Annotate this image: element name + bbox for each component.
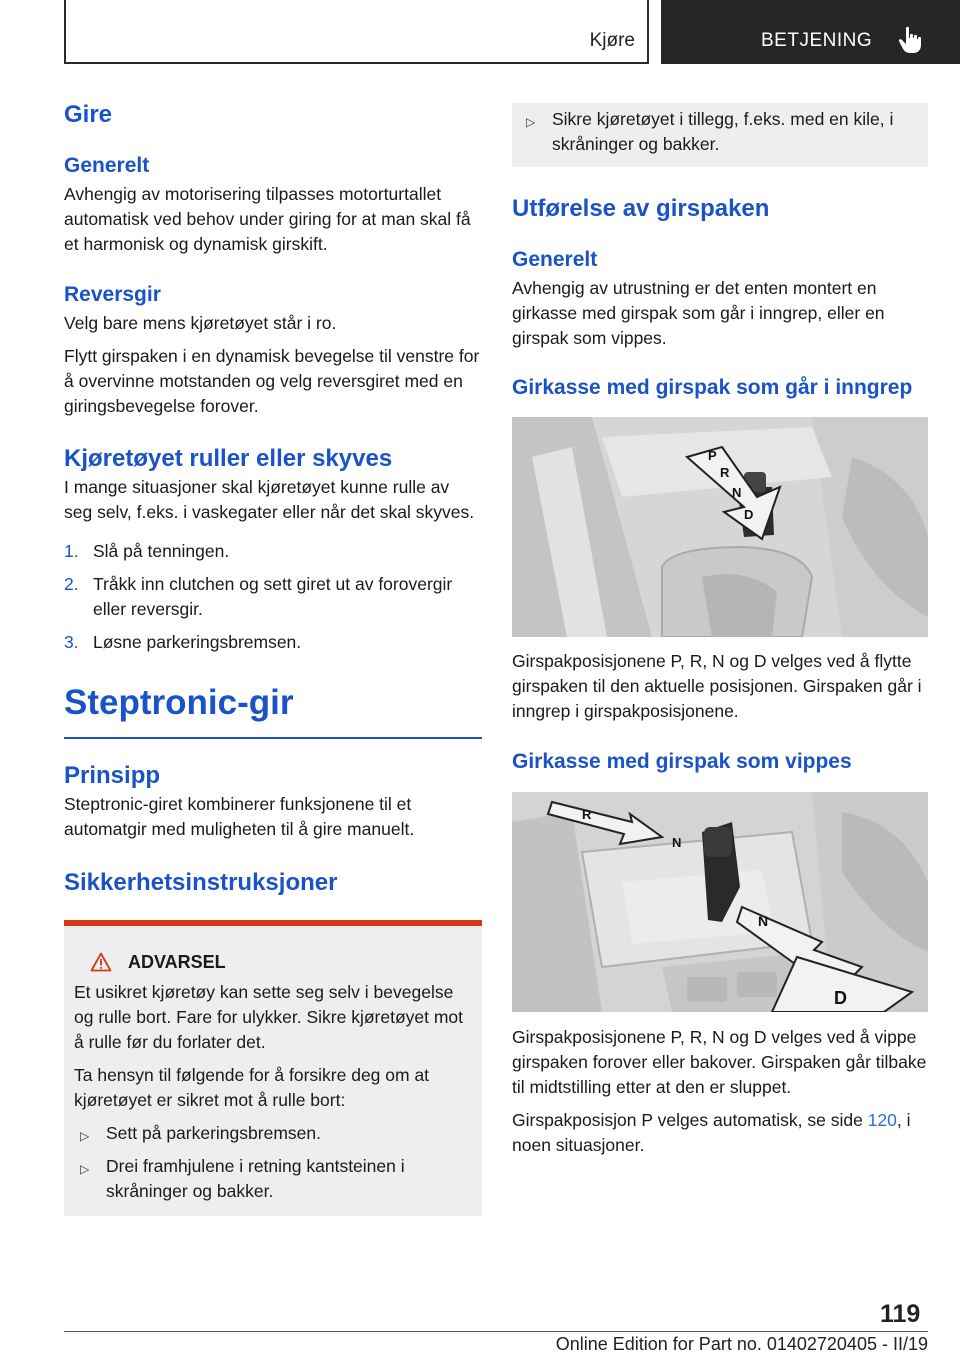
heading-prinsipp: Prinsipp <box>64 762 161 789</box>
paragraph-prinsipp: Steptronic-giret kombinerer funksjonene til et automatgir med muligheten til å gire manuelt. <box>64 794 415 839</box>
left-column <box>64 100 482 1216</box>
auto-p-text: Girspakposisjon P velges automatisk, se side <box>512 1110 868 1130</box>
footer-rule <box>64 1331 928 1332</box>
step-text: Slå på tenningen. <box>93 541 230 561</box>
paragraph-reversgir-2: Flytt girspaken i en dynamisk bevegelse til venstre for å overvinne motstanden og velg reversgiret med en giringsbevegelse forover. <box>64 346 480 416</box>
gear-lever-inngrep-image <box>512 417 928 637</box>
paragraph-generelt-2: Avhengig av utrustning er det enten montert en girkasse med girspak som går i inngrep, eller en girspak som vippes. <box>512 278 885 348</box>
right-column <box>512 103 928 1158</box>
step-number: 2. <box>64 574 79 594</box>
warning-box <box>64 920 482 1216</box>
warning-paragraph-1: Et usikret kjøretøy kan sette seg selv i bevegelse og rulle bort. Fare for ulykker. Sikre kjøretøyet mot å rulle før du forlater det. <box>74 982 464 1052</box>
gear-label-n-upper: N <box>672 835 682 850</box>
bullet-triangle-icon: ▷ <box>80 1129 90 1143</box>
paragraph-vippes: Girspakposisjonene P, R, N og D velges ved å vippe girspaken forover eller bakover. Girspaken går tilbake til midtstilling etter at den er sluppet. <box>512 1027 927 1097</box>
warning-paragraph-2: Ta hensyn til følgende for å forsikre deg om at kjøretøyet er sikret mot å rulle bort: <box>74 1065 430 1110</box>
list-item <box>64 572 482 622</box>
paragraph-generelt: Avhengig av motorisering tilpasses motorturtallet automatisk ved behov under giring for at man skal få et harmonisk og dynamisk girskift. <box>64 184 471 254</box>
list-item <box>64 539 482 564</box>
warning-bullets <box>74 1121 472 1204</box>
list-item <box>74 1121 472 1146</box>
page-number: 119 <box>880 1300 921 1328</box>
auto-p-text-end: , i noen situasjoner. <box>512 1110 911 1155</box>
paragraph-ruller: I mange situasjoner skal kjøretøyet kunne rulle av seg selv, f.eks. i vaskegater eller når det skal skyves. <box>64 477 475 522</box>
paragraph-inngrep: Girspakposisjonene P, R, N og D velges ved å flytte girspaken til den aktuelle posisjonen. Girspaken går i inngrep i girspakposisjonene. <box>512 651 922 721</box>
list-item <box>64 630 482 655</box>
heading-ruller: Kjøretøyet ruller eller skyves <box>64 445 393 472</box>
gear-label-r: R <box>582 807 592 822</box>
warning-box-continued <box>512 103 928 167</box>
heading-gire: Gire <box>64 101 113 128</box>
heading-reversgir: Reversgir <box>64 283 161 306</box>
list-item <box>520 107 920 157</box>
header-chapter-title: BETJENING <box>761 30 873 51</box>
bullet-text: Sett på parkeringsbremsen. <box>106 1123 321 1143</box>
heading-rule <box>64 737 482 739</box>
gear-label-n: N <box>732 485 742 500</box>
gear-lever-vippes-image <box>512 792 928 1012</box>
heading-generelt: Generelt <box>64 154 150 177</box>
bullet-text: Drei framhjulene i retning kantsteinen i skråninger og bakker. <box>106 1156 405 1201</box>
warning-header <box>74 950 472 974</box>
heading-generelt-2: Generelt <box>512 248 598 271</box>
bullet-triangle-icon: ▷ <box>80 1162 90 1176</box>
step-text: Tråkk inn clutchen og sett giret ut av forovergir eller reversgir. <box>93 574 453 619</box>
header-section-box <box>64 0 649 64</box>
bullet-triangle-icon: ▷ <box>526 115 536 129</box>
bullet-text: Sikre kjøretøyet i tillegg, f.eks. med en kile, i skråninger og bakker. <box>552 109 894 154</box>
steps-list <box>64 539 482 655</box>
header-section-title: Kjøre <box>589 30 635 51</box>
gear-label-d: D <box>744 507 754 522</box>
gear-label-d: D <box>834 988 847 1008</box>
warning-bullets-continued <box>520 107 920 157</box>
step-text: Løsne parkeringsbremsen. <box>93 632 302 652</box>
list-item <box>74 1154 472 1204</box>
page-link-120[interactable]: 120 <box>867 1110 897 1130</box>
heading-vippes: Girkasse med girspak som vippes <box>512 750 852 773</box>
heading-sikkerhet: Sikkerhetsinstruksjoner <box>64 869 338 896</box>
heading-inngrep: Girkasse med girspak som går i inngrep <box>512 376 913 399</box>
gear-label-r: R <box>720 465 730 480</box>
warning-label: ADVARSEL <box>128 952 226 972</box>
warning-triangle-icon <box>90 952 112 972</box>
gear-label-n-lower: N <box>758 913 769 929</box>
paragraph-auto-p <box>512 1108 928 1158</box>
heading-steptronic: Steptronic-gir <box>64 683 294 722</box>
footer-edition: Online Edition for Part no. 01402720405 - II/19 <box>555 1334 928 1354</box>
step-number: 1. <box>64 541 79 561</box>
heading-utforelse: Utførelse av girspaken <box>512 195 770 222</box>
step-number: 3. <box>64 632 79 652</box>
paragraph-reversgir-1: Velg bare mens kjøretøyet står i ro. <box>64 313 337 333</box>
header-chapter-tab <box>661 0 960 64</box>
pointing-hand-icon <box>897 26 923 54</box>
gear-label-p: P <box>708 448 717 463</box>
